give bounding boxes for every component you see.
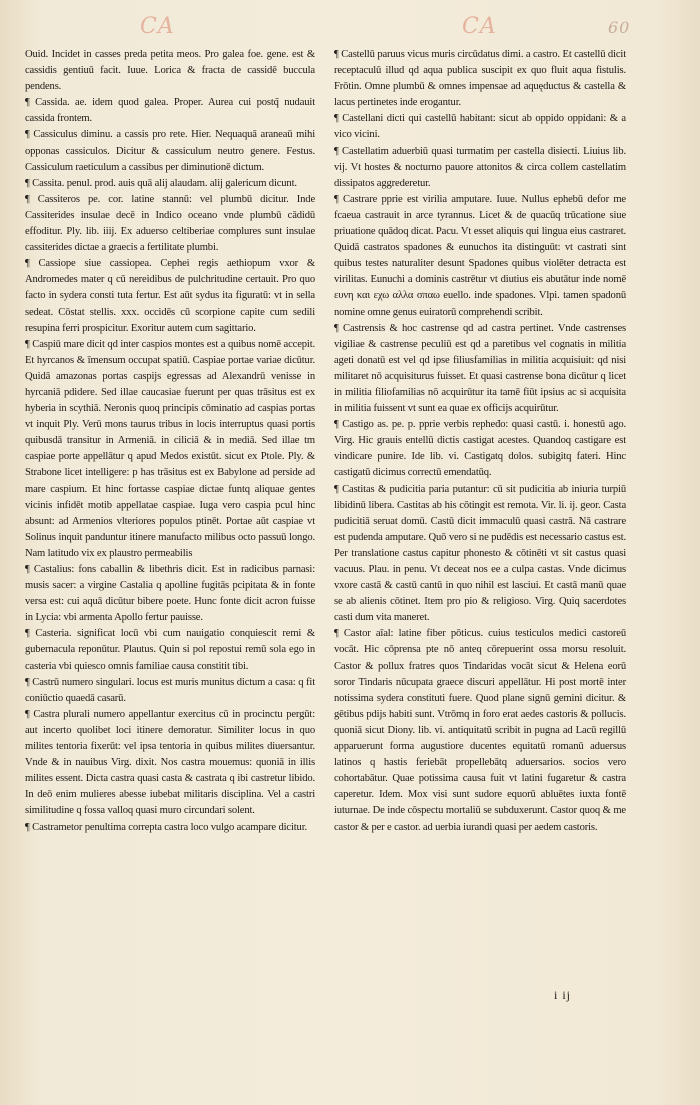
entry: ¶ Castrametor penultima correpta castra loco vulgo acampare dicitur. [25,821,307,833]
entry: ¶ Castitas & pudicitia paria putantur: cū sit pudicitia ab iniuria turpiū libidinū libera. Castitas ab his cōtingit est remota. Vir. li. ij. geor. Casta pudicitiā seruat domū. Castū dicit immaculū quasi castrā. Nā castrare est pudenda amputare. Quō vero si ne pudēdis est necessario castus est. Per translatione castus capitur phonesto & cōtinēti vt sit castus quasi vacuus. Plau. in penu. Vt deceat nos ee a culpa castas. Vnde dicimus vxore castā & castū cantū in quo nihil est lasciui. Et castā manū quae se ab alienis cōtinet. Item pro pio & religioso. Virg. Quiq sacerdotes casti dum vita maneret. [334,483,626,624]
signature-mark: i ij [554,988,572,1002]
entry: ¶ Castra plurali numero appellantur exercitus cū in procinctu pergūt: aut incerto quolibet loci itinere demoratur. Similiter locus in quo milites tentoria fixerūt: vel ipsa tentoria in quibus milites diuersantur. Vnde & in nauibus Virg. dixit. Nos castra mouemus: quoniā in illis milites essent. Dicta castra quasi casta & castrata q ibi castretur libido. In deō enim mulieres abesse iubebat militaris disciplina. Vel a castri similitudine q fossa valloq quasi muro circundari solent. [25,708,315,817]
entry: ¶ Castellatim aduerbiū quasi turmatim per castella disiecti. Liuius lib. vij. Vt hostes & nocturno pauore attonitos & circa collem castellatim dissipatos aggrederetur. [334,145,626,189]
entry: ¶ Cassiculus diminu. a cassis pro rete. Hier. Nequaquā araneaū mihi opponas cassiculos. Dicitur & cassiculum neutro genere. Festus. Cassiculum raeticulum a cassibus per diminutionē dictum. [25,129,315,173]
entry: ¶ Cassida. ae. idem quod galea. Proper. Aurea cui postq̃ nudauit cassida frontem. [25,97,315,125]
entry: ¶ Castrensis & hoc castrense qd ad castra pertinet. Vnde castrenses vigiliae & castrense peculiū est qd a paretibus vel cognatis in militia ageti donatū est vel qd ipse filiusfamilias in militia acquisiuit: qd nisi militaret nō acquisiturus fuisset. Et quasi castrense bona dicūtur q licet in militia filiofamilias nō acquirūtur ita tamē fiūt ipsius ac si acquisita in militia fuissent vt sunt ea quae ex officijs acquirūtur. [334,322,626,415]
left-column [25,47,315,836]
folio-number: 60 [608,18,631,37]
entry: ¶ Castrū numero singulari. locus est muris munitus dictum a casa: q fit coniūctio quaedā casarū. [25,676,315,704]
entry: ¶ Cassita. penul. prod. auis quā alij alaudam. alij galericum dicunt. [25,177,297,189]
entry: ¶ Castrare pprie est virilia amputare. Iuue. Nullus ephebū defor me fcaeua castrauit in arce tyrannus. Licet & de quacūq trūcatione siue priuatione quādoq dicat. Pacu. Vt esset aliquis qui lingua eius castraret. Quidā castratos spadones & eunuchos ita distinguūt: vt castrati sint quibus testes naturaliter desunt Spadones quibus violēter detracta est virilitas. Eunuchi a dominis castrētur vt diutius eis abutātur inde nomē ευνη και εχω αλλα σπαω euello. inde spadones. Vlpi. tamen spadonū nomine omne genus euiratorū comprehendi scribit. [334,193,626,318]
entry: ¶ Caspiū mare dicit qd inter caspios montes est a quibus nomē accepit. Et hyrcanos & īmensum occupat spatiū. Caspiae portae variae dicūtur. Quidā amazonas portas caspijs egressas ad Alexandrū venisse in hyrcaniā pdidere. Sed illae caucasiae fuerunt per quas trāsitus est ex hyberia in scythiā. Neronis quoq principis cōminatio ad caspias portas vt inquit Ply. Verū mons taurus tribus in locis interruptus quasi portis quibusdā transitur in Armeniā. in ciliciā & in mediā. Sed illae tm caspiae porte appellātur q apud Medos existūt. sicut ex Ptole. Ply. & Strabone licet intelligere: p has trāsitus est ex Babylone ad perside ad mare caspium. Et hinc fortasse caspiae dictae funtq aliquae gentes vicinis infidēt motib appellatae caspiae. Iuga vero caspia pcul hinc absunt: ad Armenios vlteriores populos ptinēt. Portae aūt caspiae vt Solinus inquit panduntur itinere manufacto milibus octo passuū longo. Nam latitudo vix ex plaustro permeabilis [25,338,315,559]
entry: ¶ Castalius: fons caballin & libethris dicit. Est in radicibus parnasi: musis sacer: a virgine Castalia q apolline fugitās pcipitata & in fonte versa est: cui aquā dicūtur bibere poete. Hunc fonte dicit acron fuisse in Lycia: vbi armenta Apollo fertur pauisse. [25,564,315,624]
entry: ¶ Castigo as. pe. p. pprie verbis repheđo: quasi castū. i. honestū ago. Virg. Hic grauis entellū dictis castigat acestes. Quandoq castigare est vindicare punire. Ide lib. vi. Castigatq dolos. subigitq fateri. Hinc castigatū dicimus correctū emendatūq. [334,419,626,479]
entry: ¶ Cassiope siue cassiopea. Cephei regis aethiopum vxor & Andromedes mater q cū nereidibus de pulchritudine certauit. Pro quo facto in sydera consti tuta fertur. Est aūt sydus ita figuratū: vt in sella sedeat. Cōstat stellis. xxx. occidēs cū scorpione capite cum sedili resupina ferri prospicitur. Exoritur autem cum sagittario. [25,258,315,334]
right-running-head: CA [462,14,497,39]
entry: ¶ Castellū paruus vicus muris circūdatus dimi. a castro. Et castellū dicit receptaculū illud qd aqua publica suscipit ex quo fluit aqua fistulis. Frōtin. Omne plumbū & omnes impensae ad aquęductus & castella & lacus pertinetes inde erogantur. [334,49,626,109]
entry: ¶ Castor aīal: latine fiber pōticus. cuius testiculos medici castoreū vocāt. Hic cōprensa pte nō anteq cōrepuerint ossa morsu resoluit. Castor & pollux fratres quos Tindaridas vocāt sicut & Helena eorū soror Tindaris nūcupata graece discuri appellātur. Hi post mortē inter notissima sydera constituti fuere. Quod plane signū gemini dicitur. & gētibus pdijs habiti sunt. Vtrōmq in foro erat aedes castoris & pollucis. quoniā sicut Diony. lib. vi. antiquitatū scribit in pugna ad Lacū regillū apparuerunt forma augustiore ducentes equitatū romanū aduersus latinos q hastis feriebāt propellebātq aduersarios. socios vero cohortabātur. Quae potissima causa fuit vt latini fugaretur & castra caperetur. Idem. Mox visi sunt sudore equorū abluētes iuxta fontē iuturnae. De inde cōspectu mortaliū se subduxerunt. Castor quoq & me castor & per e castor. ad uerbia iurandi quasi per aedem castoris. [334,628,626,833]
entry: ¶ Castellani dicti qui castellū habitant: sicut ab oppido oppidani: & a vico vicini. [334,113,626,141]
entry: ¶ Cassiteros pe. cor. latine stannū: vel plumbū dicitur. Inde Cassiterides insulae decē in Indico oceano vnde plumbū cādidū effoditur. Ply. lib. iiij. Ex aduerso celtiberiae complures sunt insulae cassiterides dictae a graecis a fertilitate plumbi. [25,193,315,254]
right-column [334,47,626,836]
left-running-head: CA [140,14,175,39]
entry: ¶ Casteria. significat locū vbi cum nauigatio conquiescit remi & gubernacula reponūtur. Plautus. Quin si pol repostui remū sola ego in casteria vbi quiesco omnis familiae causa constitit tibi. [25,628,315,672]
entry: Ouid. Incidet in casses preda petita meos. Pro galea foe. gene. est & cassidis gentiuū facit. Iuue. Lorica & fracta de cassidē buccula pendens. [25,49,315,93]
